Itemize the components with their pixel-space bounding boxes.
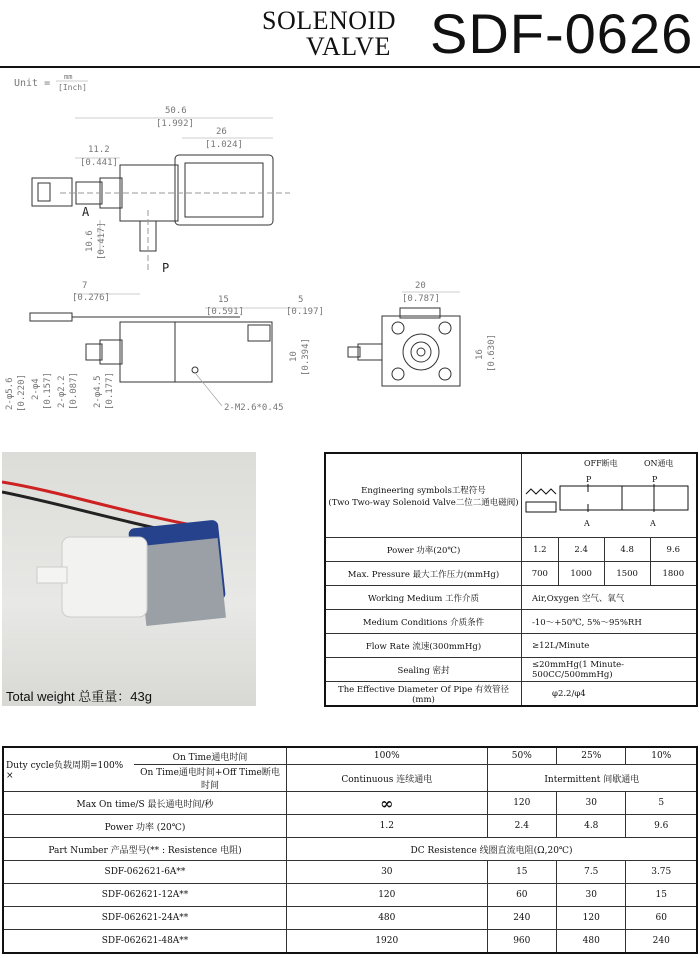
- dim-10-inch: [0.394]: [301, 338, 311, 376]
- dim-26-inch: [1.024]: [205, 140, 243, 150]
- medium-label: Working Medium 工作介质: [325, 586, 522, 610]
- table-row: [3, 884, 697, 907]
- unit-mm: mm: [64, 73, 73, 81]
- dim-16: 16: [475, 349, 485, 360]
- side-view: [30, 313, 272, 382]
- resistance-cell: 240: [626, 930, 697, 954]
- part-number: SDF-062621-24A**: [3, 907, 287, 930]
- intermittent-label: Intermittent 间歇通电: [487, 765, 697, 792]
- resistance-cell: 15: [626, 884, 697, 907]
- duty-label: Duty cycle负载周期=100% ×: [3, 747, 134, 792]
- header-valve: VALVE: [306, 32, 391, 61]
- model-title: SDF-0626: [430, 2, 694, 65]
- sym-a-on: A: [650, 519, 656, 528]
- table-row: [325, 562, 697, 586]
- on-label: ON通电: [644, 459, 674, 468]
- sealing-label: Sealing 密封: [325, 658, 522, 682]
- dim-phi-4-5-inch: [0.177]: [105, 372, 115, 410]
- dim-5: 5: [298, 295, 304, 305]
- pressure-cell: 1000: [558, 562, 604, 586]
- table-row: [325, 610, 697, 634]
- table-row: [3, 930, 697, 954]
- dim-phi-2-2: 2-φ2.2: [57, 375, 67, 408]
- header-rule: [0, 66, 700, 68]
- duty-power-label: Power 功率 (20℃): [3, 815, 287, 838]
- end-view: [348, 308, 460, 386]
- screw-label: 2-M2.6*0.45: [224, 403, 284, 413]
- conditions-value: -10～+50℃, 5%～95%RH: [522, 610, 698, 634]
- pressure-label: Max. Pressure 最大工作压力(mmHg): [325, 562, 522, 586]
- pipe-label: The Effective Diameter Of Pipe 有效管径(mm): [325, 682, 522, 707]
- power-cell: 1.2: [522, 538, 559, 562]
- part-number: SDF-062621-12A**: [3, 884, 287, 907]
- dim-16-inch: [0.630]: [487, 334, 497, 372]
- symbols-label: Engineering symbols工程符号: [361, 485, 486, 496]
- product-photo: [2, 452, 256, 706]
- dim-50-6-inch: [1.992]: [156, 119, 194, 129]
- top-view: [32, 155, 290, 270]
- unit-label: Unit =: [14, 78, 51, 89]
- sym-p-off: P: [586, 475, 592, 484]
- port-p-label: P: [162, 261, 170, 275]
- duty-numerator: On Time通电时间: [134, 747, 287, 765]
- technical-drawing: [0, 70, 700, 430]
- dim-phi-4: 2-φ4: [31, 378, 41, 400]
- table-row: [3, 792, 697, 815]
- maxon-cell: ∞: [287, 792, 488, 815]
- dim-10-6: 10.6: [85, 230, 95, 252]
- table-row: [3, 907, 697, 930]
- flow-value: ≥12L/Minute: [522, 634, 698, 658]
- part-number: SDF-062621-48A**: [3, 930, 287, 954]
- dim-phi-5-6-inch: [0.220]: [17, 374, 27, 412]
- resistance-cell: 3.75: [626, 861, 697, 884]
- resistance-cell: 120: [557, 907, 626, 930]
- dim-10-6-inch: [0.417]: [97, 222, 107, 260]
- pressure-cell: 1800: [650, 562, 697, 586]
- dim-11-2-inch: [0.441]: [80, 158, 118, 168]
- resistance-cell: 120: [287, 884, 488, 907]
- pressure-cell: 1500: [604, 562, 650, 586]
- header-solenoid: SOLENOID: [262, 6, 396, 35]
- table-row: [3, 815, 697, 838]
- dim-5-inch: [0.197]: [286, 307, 324, 317]
- duty-denominator: On Time通电时间+Off Time断电时间: [134, 765, 287, 792]
- duty-col: 50%: [487, 747, 556, 765]
- table-row: [325, 658, 697, 682]
- dim-phi-4-5: 2-φ4.5: [93, 375, 103, 408]
- table-row: [3, 747, 697, 765]
- dim-phi-2-2-inch: [0.087]: [69, 372, 79, 410]
- unit-inch: [Inch]: [58, 83, 87, 92]
- dim-11-2: 11.2: [88, 145, 110, 155]
- table-row: [325, 634, 697, 658]
- pipe-value: φ2.2/φ4: [522, 682, 698, 707]
- port-a-label: A: [82, 205, 90, 219]
- medium-value: Air,Oxygen 空气、氧气: [522, 586, 698, 610]
- off-label: OFF断电: [584, 459, 618, 468]
- part-label: Part Number 产品型号(** : Resistence 电阻): [3, 838, 287, 861]
- resistance-cell: 480: [557, 930, 626, 954]
- valve-image: [2, 452, 256, 682]
- maxon-label: Max On time/S 最长通电时间/秒: [3, 792, 287, 815]
- resistance-cell: 15: [487, 861, 556, 884]
- sealing-value: ≤20mmHg(1 Minute-500CC/500mmHg): [522, 658, 698, 682]
- resistance-cell: 30: [287, 861, 488, 884]
- dim-20: 20: [415, 281, 426, 291]
- symbol-diagram: [522, 454, 696, 534]
- dim-26: 26: [216, 127, 227, 137]
- dim-phi-5-6: 2-φ5.6: [5, 377, 15, 410]
- resistance-cell: 1920: [287, 930, 488, 954]
- duty-col: 100%: [287, 747, 488, 765]
- maxon-cell: 120: [487, 792, 556, 815]
- power-label: Power 功率(20℃): [325, 538, 522, 562]
- duty-power-cell: 4.8: [557, 815, 626, 838]
- maxon-cell: 5: [626, 792, 697, 815]
- power-cell: 4.8: [604, 538, 650, 562]
- maxon-cell: 30: [557, 792, 626, 815]
- part-number: SDF-062621-6A**: [3, 861, 287, 884]
- resistance-cell: 30: [557, 884, 626, 907]
- dim-phi-4-inch: [0.157]: [43, 372, 53, 410]
- table-row: [325, 586, 697, 610]
- sym-p-on: P: [652, 475, 658, 484]
- table-row: [3, 838, 697, 861]
- power-cell: 2.4: [558, 538, 604, 562]
- dim-7-inch: [0.276]: [72, 293, 110, 303]
- dim-50-6: 50.6: [165, 106, 187, 116]
- table-row: [325, 453, 697, 538]
- duty-power-cell: 9.6: [626, 815, 697, 838]
- table-row: [325, 682, 697, 707]
- dim-15: 15: [218, 295, 229, 305]
- resistance-cell: 60: [626, 907, 697, 930]
- duty-col: 25%: [557, 747, 626, 765]
- duty-power-cell: 1.2: [287, 815, 488, 838]
- dc-label: DC Resistence 线圈直流电阻(Ω,20℃): [287, 838, 698, 861]
- continuous-label: Continuous 连续通电: [287, 765, 488, 792]
- symbols-sub: (Two Two-way Solenoid Valve二位二通电磁阀): [328, 497, 519, 508]
- dim-20-inch: [0.787]: [402, 294, 440, 304]
- duty-power-cell: 2.4: [487, 815, 556, 838]
- table-row: [325, 538, 697, 562]
- total-weight: Total weight 总重量：43g: [6, 689, 152, 704]
- resistance-cell: 240: [487, 907, 556, 930]
- table-row: [3, 861, 697, 884]
- resistance-cell: 60: [487, 884, 556, 907]
- pressure-cell: 700: [522, 562, 559, 586]
- flow-label: Flow Rate 流速(300mmHg): [325, 634, 522, 658]
- spec-table: [324, 452, 698, 707]
- power-cell: 9.6: [650, 538, 697, 562]
- resistance-cell: 960: [487, 930, 556, 954]
- duty-table: [2, 746, 698, 954]
- dim-10: 10: [289, 351, 299, 362]
- dim-15-inch: [0.591]: [206, 307, 244, 317]
- conditions-label: Medium Conditions 介质条件: [325, 610, 522, 634]
- resistance-cell: 480: [287, 907, 488, 930]
- resistance-cell: 7.5: [557, 861, 626, 884]
- dim-7: 7: [82, 281, 88, 291]
- sym-a-off: A: [584, 519, 590, 528]
- duty-col: 10%: [626, 747, 697, 765]
